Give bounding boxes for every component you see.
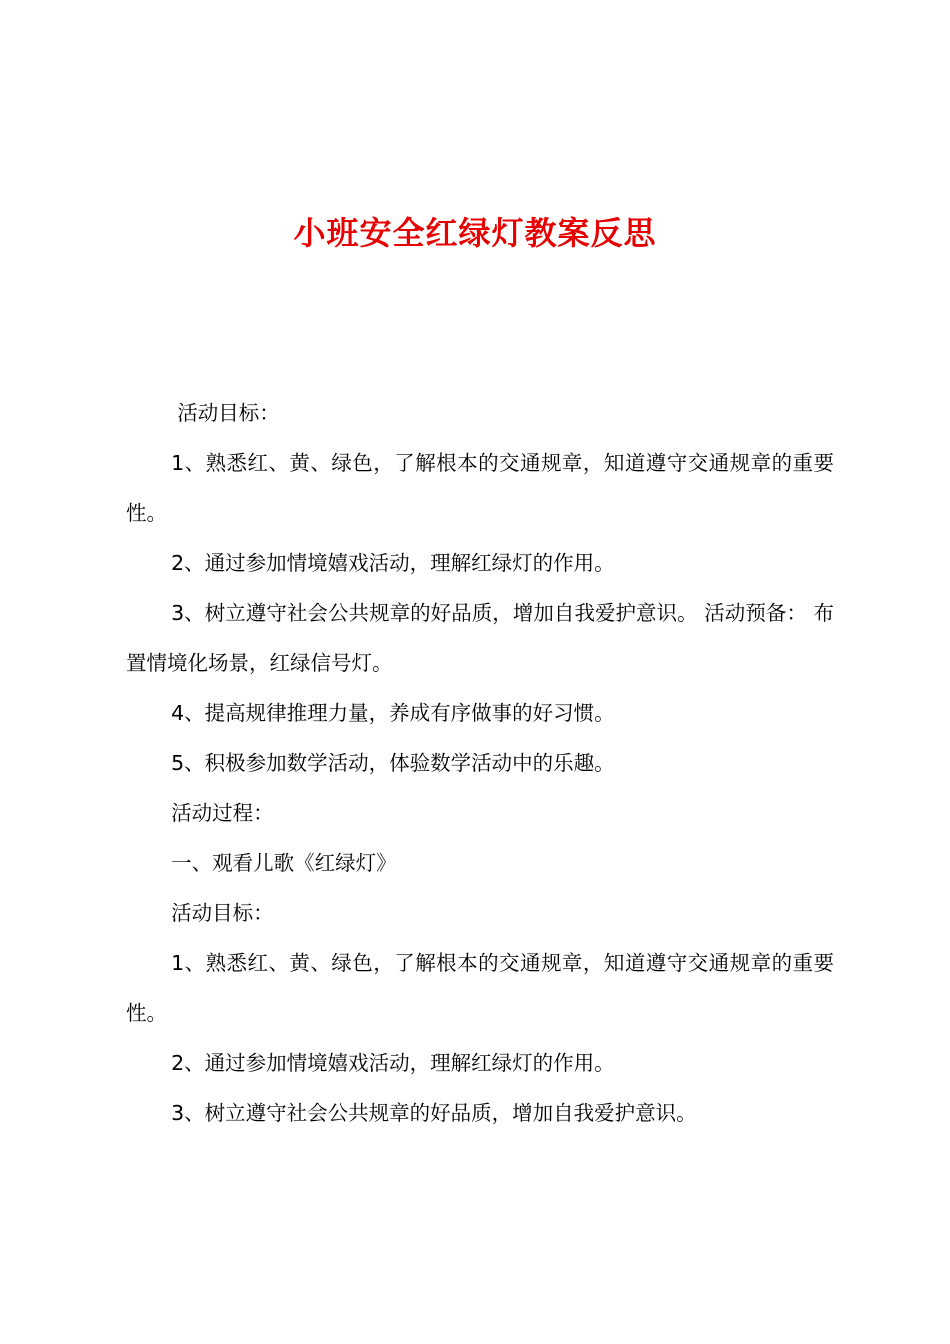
paragraph: 5、积极参加数学活动，体验数学活动中的乐趣。 [171,751,615,775]
document-title: 小班安全红绿灯教案反思 [293,214,657,252]
paragraph: 4、提高规律推理力量，养成有序做事的好习惯。 [171,701,615,725]
paragraph: 2、通过参加情境嬉戏活动，理解红绿灯的作用。 [171,551,615,575]
paragraph: 3、树立遵守社会公共规章的好品质，增加自我爱护意识。 活动预备： 布置情境化场景，红绿信号灯。 [126,601,834,675]
paragraph: 1、熟悉红、黄、绿色，了解根本的交通规章，知道遵守交通规章的重要性。 [126,951,834,1025]
paragraph: 2、通过参加情境嬉戏活动，理解红绿灯的作用。 [171,1051,615,1075]
paragraph: 一、观看儿歌《红绿灯》 [171,851,397,875]
paragraph: 活动目标： [171,901,274,925]
paragraph: 活动目标： [177,401,280,425]
paragraph: 活动过程： [171,801,274,825]
paragraph: 3、树立遵守社会公共规章的好品质，增加自我爱护意识。 [171,1101,697,1125]
document-body [126,388,834,1138]
paragraph: 1、熟悉红、黄、绿色，了解根本的交通规章，知道遵守交通规章的重要性。 [126,451,834,525]
